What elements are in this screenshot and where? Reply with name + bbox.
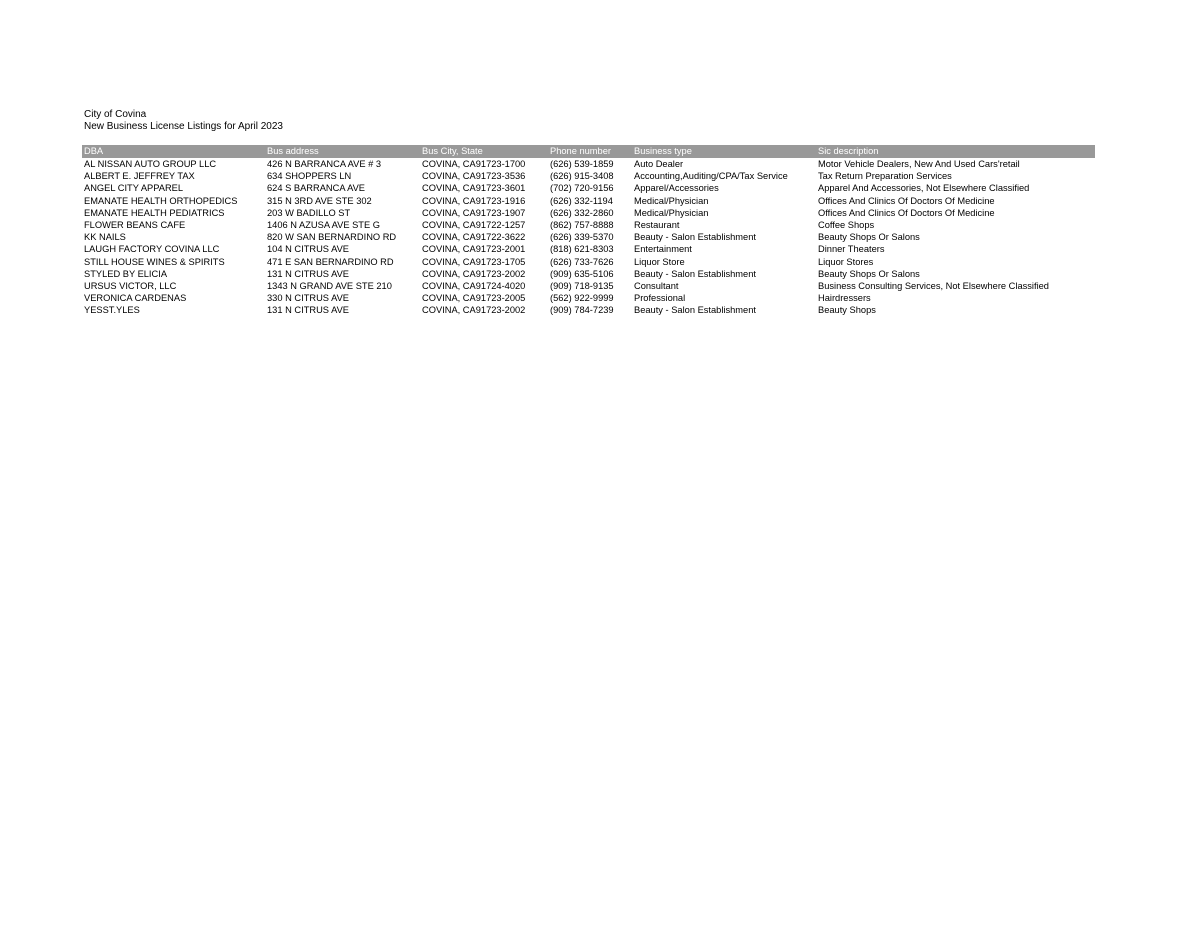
phone-number-cell: (626) 915-3408 (550, 171, 614, 182)
sic-description-cell: Motor Vehicle Dealers, New And Used Cars'retail (818, 159, 1020, 169)
bus-address-cell: 1406 N AZUSA AVE STE G (267, 220, 380, 231)
business-type-cell: Auto Dealer (634, 159, 684, 169)
sic-description-cell: Beauty Shops Or Salons (818, 268, 920, 279)
bus-address-cell: 471 E SAN BERNARDINO RD (267, 256, 394, 267)
table-row (82, 158, 1095, 170)
phone-number-cell: (626) 332-1194 (550, 195, 613, 206)
dba-cell: FLOWER BEANS CAFE (84, 220, 186, 231)
table-row (82, 243, 1095, 255)
table-row (82, 170, 1095, 182)
sic-description-cell: Beauty Shops (818, 305, 876, 316)
bus-city-state-cell: COVINA, CA91723-3601 (422, 183, 526, 194)
table-row (82, 268, 1095, 280)
dba-cell: ALBERT E. JEFFREY TAX (84, 171, 195, 182)
bus-city-state-cell: COVINA, CA91723-2005 (422, 293, 526, 304)
bus-city-state-cell: COVINA, CA91723-2001 (422, 244, 526, 255)
city-name: City of Covina (84, 109, 147, 120)
dba-cell: VERONICA CARDENAS (84, 293, 187, 304)
table-row (82, 219, 1095, 231)
business-type-cell: Entertainment (634, 244, 692, 255)
dba-cell: ANGEL CITY APPAREL (84, 183, 184, 194)
business-type-cell: Restaurant (634, 220, 680, 231)
business-type-cell: Consultant (634, 281, 679, 292)
phone-number-cell: (909) 784-7239 (550, 305, 614, 316)
business-type-cell: Apparel/Accessories (634, 183, 719, 194)
bus-address-cell: 203 W BADILLO ST (267, 207, 351, 218)
bus-address-cell: 131 N CITRUS AVE (267, 268, 349, 279)
phone-number-cell: (862) 757-8888 (550, 220, 614, 231)
bus-city-state-cell: COVINA, CA91723-1916 (422, 195, 526, 206)
bus-address-cell: 131 N CITRUS AVE (267, 305, 349, 316)
dba-cell: STILL HOUSE WINES & SPIRITS (84, 256, 225, 267)
phone-number-cell: (562) 922-9999 (550, 293, 614, 304)
bus-city-state-cell: COVINA, CA91723-2002 (422, 268, 526, 279)
phone-number-cell: (909) 718-9135 (550, 281, 614, 292)
business-type-cell: Accounting,Auditing/CPA/Tax Service (634, 171, 788, 182)
sic-description-cell: Hairdressers (818, 293, 871, 304)
sic-description-cell: Coffee Shops (818, 220, 875, 231)
sic-description-cell: Apparel And Accessories, Not Elsewhere Classified (818, 183, 1030, 194)
dba-cell: AL NISSAN AUTO GROUP LLC (84, 159, 217, 169)
bus-address-cell: 315 N 3RD AVE STE 302 (267, 195, 372, 206)
table-row (82, 256, 1095, 268)
table-row (82, 280, 1095, 292)
column-header-sic-description: Sic description (816, 145, 1095, 158)
sic-description-cell: Business Consulting Services, Not Elsewhere Classified (818, 281, 1049, 292)
report-title: New Business License Listings for April 2023 (84, 121, 283, 132)
table-body (82, 158, 1095, 317)
bus-city-state-cell: COVINA, CA91722-3622 (422, 232, 526, 243)
bus-address-cell: 330 N CITRUS AVE (267, 293, 349, 304)
dba-cell: LAUGH FACTORY COVINA LLC (84, 244, 220, 255)
table-row (82, 195, 1095, 207)
bus-city-state-cell: COVINA, CA91723-3536 (422, 171, 526, 182)
bus-city-state-cell: COVINA, CA91723-1700 (422, 159, 526, 169)
table-row (82, 231, 1095, 243)
dba-cell: EMANATE HEALTH ORTHOPEDICS (84, 195, 238, 206)
bus-address-cell: 426 N BARRANCA AVE # 3 (267, 159, 382, 169)
business-type-cell: Medical/Physician (634, 195, 709, 206)
sic-description-cell: Tax Return Preparation Services (818, 171, 952, 182)
table-row (82, 182, 1095, 194)
business-type-cell: Medical/Physician (634, 207, 709, 218)
business-type-cell: Liquor Store (634, 256, 685, 267)
phone-number-cell: (626) 339-5370 (550, 232, 614, 243)
bus-city-state-cell: COVINA, CA91724-4020 (422, 281, 526, 292)
bus-address-cell: 634 SHOPPERS LN (267, 171, 352, 182)
sic-description-cell: Dinner Theaters (818, 244, 885, 255)
dba-cell: URSUS VICTOR, LLC (84, 281, 177, 292)
business-type-cell: Beauty - Salon Establishment (634, 232, 756, 243)
sic-description-cell: Offices And Clinics Of Doctors Of Medicine (818, 195, 995, 206)
dba-cell: KK NAILS (84, 232, 126, 243)
dba-cell: EMANATE HEALTH PEDIATRICS (84, 207, 225, 218)
column-header-bus-address: Bus address (265, 145, 420, 158)
phone-number-cell: (702) 720-9156 (550, 183, 614, 194)
column-header-bus-city-state: Bus City, State (420, 145, 548, 158)
document-header (84, 109, 283, 133)
bus-address-cell: 624 S BARRANCA AVE (267, 183, 366, 194)
dba-cell: YESST.YLES (84, 305, 140, 316)
bus-city-state-cell: COVINA, CA91723-1705 (422, 256, 526, 267)
sic-description-cell: Liquor Stores (818, 256, 874, 267)
column-header-dba: DBA (82, 145, 265, 158)
table-row (82, 304, 1095, 316)
bus-city-state-cell: COVINA, CA91723-1907 (422, 207, 526, 218)
table-header-row (82, 145, 1095, 158)
bus-address-cell: 1343 N GRAND AVE STE 210 (267, 281, 392, 292)
table-row (82, 207, 1095, 219)
business-license-table (82, 145, 1095, 317)
sic-description-cell: Beauty Shops Or Salons (818, 232, 920, 243)
bus-address-cell: 820 W SAN BERNARDINO RD (267, 232, 397, 243)
dba-cell: STYLED BY ELICIA (84, 268, 168, 279)
phone-number-cell: (909) 635-5106 (550, 268, 614, 279)
bus-city-state-cell: COVINA, CA91722-1257 (422, 220, 526, 231)
business-type-cell: Beauty - Salon Establishment (634, 268, 756, 279)
sic-description-cell: Offices And Clinics Of Doctors Of Medicine (818, 207, 995, 218)
table-row (82, 292, 1095, 304)
column-header-business-type: Business type (632, 145, 816, 158)
column-header-phone-number: Phone number (548, 145, 632, 158)
bus-city-state-cell: COVINA, CA91723-2002 (422, 305, 526, 316)
bus-address-cell: 104 N CITRUS AVE (267, 244, 349, 255)
phone-number-cell: (626) 539-1859 (550, 159, 614, 169)
phone-number-cell: (626) 733-7626 (550, 256, 614, 267)
phone-number-cell: (626) 332-2860 (550, 207, 614, 218)
business-type-cell: Professional (634, 293, 686, 304)
business-type-cell: Beauty - Salon Establishment (634, 305, 756, 316)
phone-number-cell: (818) 621-8303 (550, 244, 614, 255)
